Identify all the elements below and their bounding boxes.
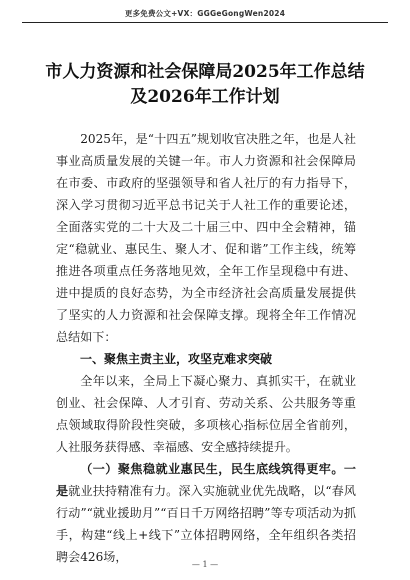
header-divider (22, 22, 388, 23)
section-heading: 一、聚焦主责主业，攻坚克难求突破 (80, 352, 273, 366)
subsection-text: 就业扶持精准有力。深入实施就业优先战略，以“春风行动”“就业援助月”“百日千万网络招聘”等专项活动为抓手，构建“线上+线下”立体招聘网络，全年组织各类招聘会426场， (56, 484, 356, 564)
document-title: 市人力资源和社会保障局2025年工作总结及2026年工作计划 (45, 62, 365, 107)
intro-paragraph: 2025年，是“十四五”规划收官决胜之年，也是人社事业高质量发展的关键一年。市人力资源和社会保障局在市委、市政府的坚强领导和省人社厅的有力指导下，深入学习贯彻习近平总书记关于人社工作的重要论述，全面落实党的二十大及二十届三中、四中全会精神，锚定“稳就业、惠民生、聚人才、促和谐”工作主线，统筹推进各项重点任务落地见效，全年工作呈现稳中有进、进中提质的良好态势，为全市经济社会高质量发展提供了坚实的人力资源和社会保障支撑。现将全年工作情况总结如下： (56, 132, 356, 344)
subsection-paragraph (56, 458, 356, 568)
promo-banner: 更多免费公文+VX：GGGeGongWen2024 (124, 9, 286, 18)
page-number: — 1 — (191, 560, 219, 569)
subsection-heading: （一）聚焦稳就业惠民生，民生底线筑得更牢。 (80, 462, 344, 476)
document-body (56, 128, 356, 568)
section-paragraph: 全年以来，全局上下凝心聚力、真抓实干，在就业创业、社会保障、人才引育、劳动关系、公共服务等重点领域取得阶段性突破，多项核心指标位居全省前列，人社服务获得感、幸福感、安全感持续提升。 (56, 374, 356, 454)
subsection-lead: 一是 (56, 462, 356, 498)
